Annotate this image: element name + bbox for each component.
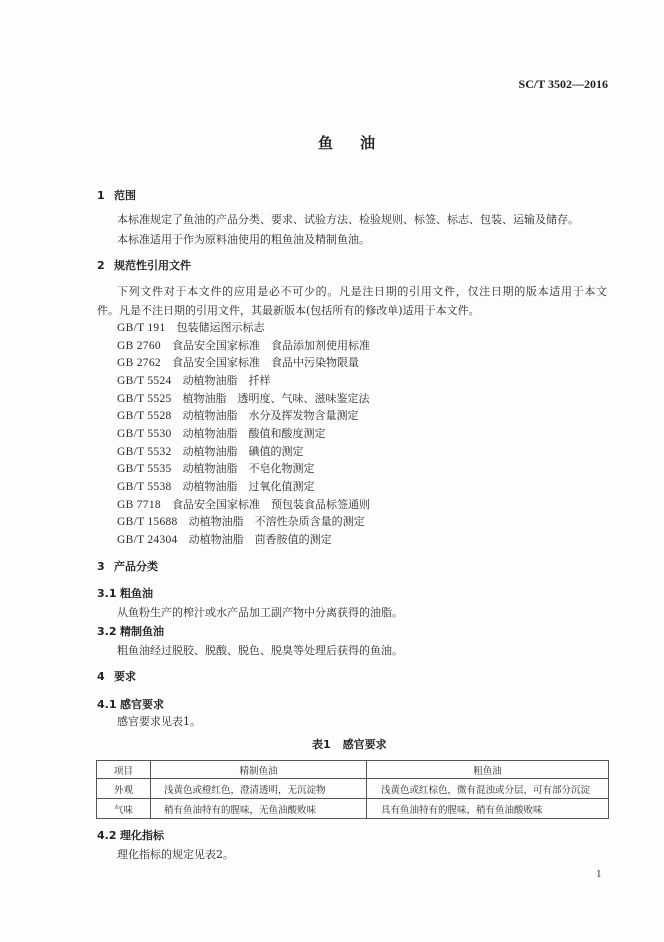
reference-code: GB 2762 [117, 357, 161, 369]
header-refined-fish-oil: 精制鱼油 [151, 761, 367, 779]
subsection-title: 感官要求 [120, 698, 164, 711]
section-3-heading [97, 560, 158, 574]
reference-code: GB/T 5538 [117, 481, 172, 493]
reference-code: GB 2760 [117, 340, 161, 352]
reference-title: 食品安全国家标准 预包装食品标签通则 [171, 498, 370, 511]
table-cell: 具有鱼油特有的腥味，稍有鱼油酸败味 [367, 799, 609, 819]
reference-code: GB/T 5528 [117, 410, 172, 422]
references-intro-line-1: 下列文件对于本文件的应用是必不可少的。凡是注日期的引用文件，仅注日期的版本适用于本文 [117, 285, 607, 298]
reference-item [117, 409, 359, 423]
section-title: 要求 [114, 670, 136, 683]
section-number: 3 [97, 560, 105, 573]
reference-title: 动植物油脂 茴香胺值的测定 [188, 533, 332, 546]
table-row [97, 779, 609, 799]
section-title: 范围 [114, 189, 136, 202]
physicochemical-requirements-text: 理化指标的规定见表2。 [117, 848, 234, 861]
section-4-heading [97, 670, 136, 684]
reference-item [117, 339, 370, 353]
subsection-number: 4.1 [97, 698, 117, 711]
reference-title: 动植物油脂 不皂化物测定 [182, 462, 315, 475]
reference-title: 动植物油脂 过氧化值测定 [182, 480, 315, 493]
scope-paragraph-1: 本标准规定了鱼油的产品分类、要求、试验方法、检验规则、标签、标志、包装、运输及储存。 [117, 213, 579, 226]
reference-item [117, 515, 365, 529]
sensory-requirements-text: 感官要求见表1。 [117, 715, 201, 728]
reference-code: GB/T 5532 [117, 446, 172, 458]
section-1-heading [97, 189, 136, 203]
table-cell: 浅黄色或红棕色，微有混浊或分层，可有部分沉淀 [367, 779, 609, 799]
table-cell: 浅黄色或橙红色，澄清透明，无沉淀物 [151, 779, 367, 799]
reference-title: 植物油脂 透明度、气味、滋味鉴定法 [182, 392, 370, 405]
subsection-4-2-heading [97, 829, 164, 843]
reference-item [117, 321, 265, 335]
table-title: 感官要求 [342, 738, 387, 751]
table-cell: 稍有鱼油特有的腥味，无鱼油酸败味 [151, 799, 367, 819]
reference-code: GB/T 191 [117, 322, 166, 334]
page-number: 1 [596, 868, 602, 880]
section-number: 4 [97, 670, 105, 683]
reference-code: GB/T 15688 [117, 516, 178, 528]
section-title: 规范性引用文件 [114, 259, 191, 272]
header-crude-fish-oil: 粗鱼油 [367, 761, 609, 779]
reference-item [117, 374, 271, 388]
reference-title: 包装储运图示标志 [176, 321, 265, 334]
reference-item [117, 427, 326, 441]
reference-title: 动植物油脂 扦样 [182, 374, 271, 387]
header-item: 项目 [97, 761, 151, 779]
table-header-row [97, 761, 609, 779]
scope-paragraph-2: 本标准适用于作为原料油使用的粗鱼油及精制鱼油。 [117, 233, 370, 246]
subsection-4-1-heading [97, 698, 164, 712]
subsection-title: 粗鱼油 [120, 587, 153, 600]
standard-code: SC/T 3502—2016 [518, 77, 608, 91]
reference-code: GB 7718 [117, 499, 161, 511]
subsection-number: 4.2 [97, 829, 117, 842]
reference-code: GB/T 5535 [117, 463, 172, 475]
sensory-requirements-table [96, 760, 609, 819]
reference-title: 动植物油脂 水分及挥发物含量测定 [182, 409, 359, 422]
reference-item [117, 533, 332, 547]
document-title: 鱼 油 [318, 134, 382, 152]
reference-item [117, 392, 370, 406]
section-title: 产品分类 [114, 560, 158, 573]
reference-title: 食品安全国家标准 食品添加剂使用标准 [171, 339, 370, 352]
section-number: 2 [97, 259, 105, 272]
section-2-heading [97, 259, 191, 273]
reference-item [117, 498, 370, 512]
reference-code: GB/T 24304 [117, 534, 178, 546]
reference-code: GB/T 5530 [117, 428, 172, 440]
references-intro-line-2: 件。凡是不注日期的引用文件，其最新版本(包括所有的修改单)适用于本文件。 [97, 304, 480, 317]
reference-item [117, 480, 315, 494]
section-number: 1 [97, 189, 105, 202]
table-number: 表1 [312, 738, 331, 751]
subsection-number: 3.2 [97, 625, 117, 638]
reference-title: 动植物油脂 碘值的测定 [182, 445, 304, 458]
refined-fish-oil-definition: 粗鱼油经过脱胶、脱酸、脱色、脱臭等处理后获得的鱼油。 [117, 644, 403, 657]
crude-fish-oil-definition: 从鱼粉生产的榨汁或水产品加工副产物中分离获得的油脂。 [117, 606, 403, 619]
reference-item [117, 462, 315, 476]
subsection-number: 3.1 [97, 587, 117, 600]
reference-title: 动植物油脂 酸值和酸度测定 [182, 427, 326, 440]
row-label: 外观 [97, 779, 151, 799]
table-1-caption [312, 738, 387, 752]
reference-code: GB/T 5524 [117, 375, 172, 387]
reference-title: 动植物油脂 不溶性杂质含量的测定 [188, 515, 365, 528]
row-label: 气味 [97, 799, 151, 819]
reference-title: 食品安全国家标准 食品中污染物限量 [171, 356, 359, 369]
subsection-title: 精制鱼油 [120, 625, 164, 638]
reference-item [117, 356, 359, 370]
table-row [97, 799, 609, 819]
reference-item [117, 445, 304, 459]
subsection-3-1-heading [97, 587, 153, 601]
subsection-3-2-heading [97, 625, 164, 639]
reference-code: GB/T 5525 [117, 393, 172, 405]
subsection-title: 理化指标 [120, 829, 164, 842]
